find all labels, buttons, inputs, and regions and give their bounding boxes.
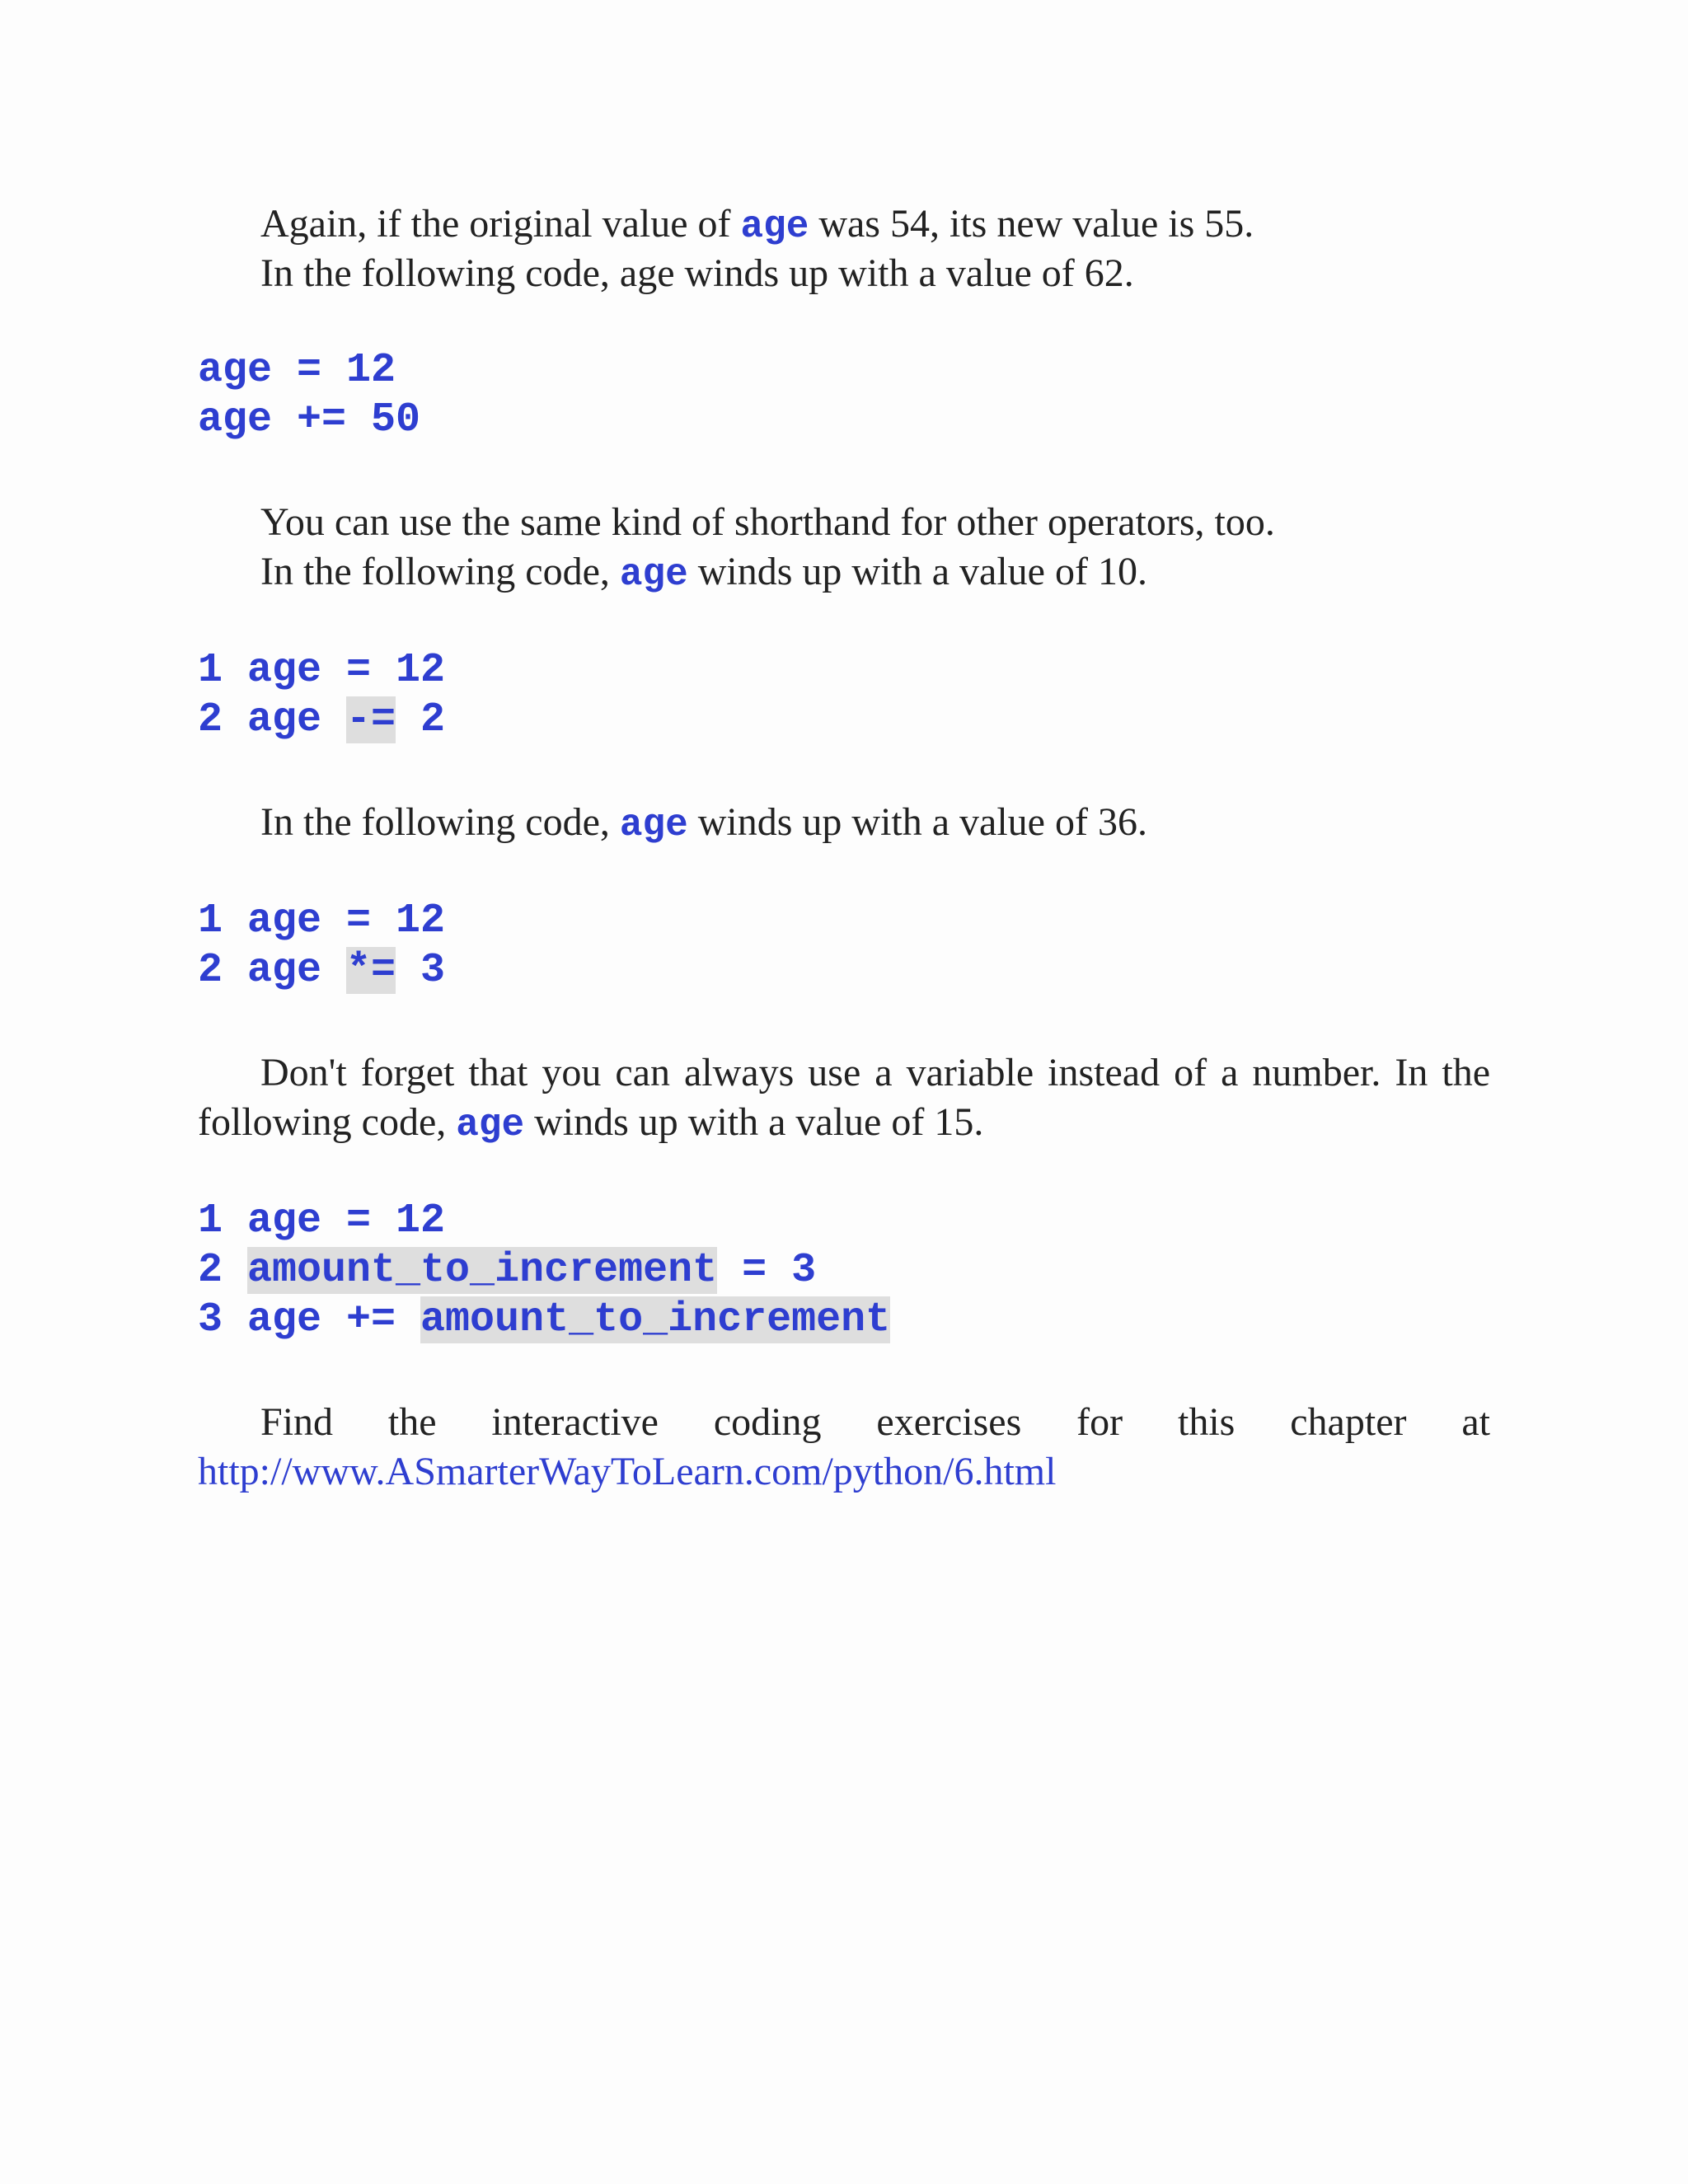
inline-code: age	[740, 205, 809, 248]
inline-code: age	[619, 553, 688, 596]
code-line: age += 50	[198, 396, 421, 443]
paragraph-line	[260, 249, 1134, 298]
code-line	[198, 1246, 816, 1296]
code-text: 2 age	[198, 947, 347, 994]
inline-code: age	[619, 804, 688, 846]
code-text: 2	[198, 1247, 248, 1294]
code-line	[198, 696, 445, 745]
text: You can use the same kind of shorthand for other operators, too.	[260, 500, 1275, 544]
code-text: 2	[396, 696, 446, 743]
highlighted-operator: *=	[346, 947, 396, 994]
code-line: 1 age = 12	[198, 1197, 446, 1244]
text: In the following code, age winds up with a value of 62.	[260, 251, 1134, 295]
paragraph-line	[198, 1398, 1490, 1447]
text: In the following code,	[260, 550, 620, 593]
paragraph-line	[260, 498, 1275, 547]
exercises-link[interactable]: http://www.ASmarterWayToLearn.com/python/6.html	[198, 1450, 1057, 1493]
code-line	[198, 1296, 890, 1345]
code-text: 3 age +=	[198, 1296, 421, 1343]
paragraph-line	[198, 1447, 1056, 1497]
text: winds up with a value of 36.	[687, 800, 1147, 844]
text: following code,	[198, 1100, 457, 1144]
text: Don't forget that you can always use a variable instead of a number. In the	[260, 1051, 1490, 1094]
highlighted-variable: amount_to_increment	[247, 1247, 718, 1294]
highlighted-variable: amount_to_increment	[420, 1296, 891, 1343]
paragraph-line	[198, 1098, 983, 1150]
text: winds up with a value of 15.	[524, 1100, 984, 1144]
code-line: 1 age = 12	[198, 647, 446, 694]
text: was 54, its new value is 55.	[809, 202, 1254, 246]
text: Again, if the original value of	[260, 202, 741, 246]
highlighted-operator: -=	[346, 696, 396, 743]
code-text: = 3	[717, 1247, 817, 1294]
text: In the following code,	[260, 800, 620, 844]
text: Find the interactive coding exercises for this chapter at	[260, 1400, 1490, 1444]
code-line: age = 12	[198, 347, 396, 394]
code-line: 1 age = 12	[198, 898, 446, 944]
text: winds up with a value of 10.	[687, 550, 1147, 593]
paragraph-line	[260, 798, 1147, 850]
paragraph-line	[260, 547, 1147, 599]
code-text: 3	[396, 947, 446, 994]
code-text: 2 age	[198, 696, 347, 743]
paragraph-line	[198, 1048, 1490, 1098]
paragraph-line	[260, 199, 1254, 251]
code-line	[198, 946, 445, 996]
inline-code: age	[456, 1104, 525, 1146]
